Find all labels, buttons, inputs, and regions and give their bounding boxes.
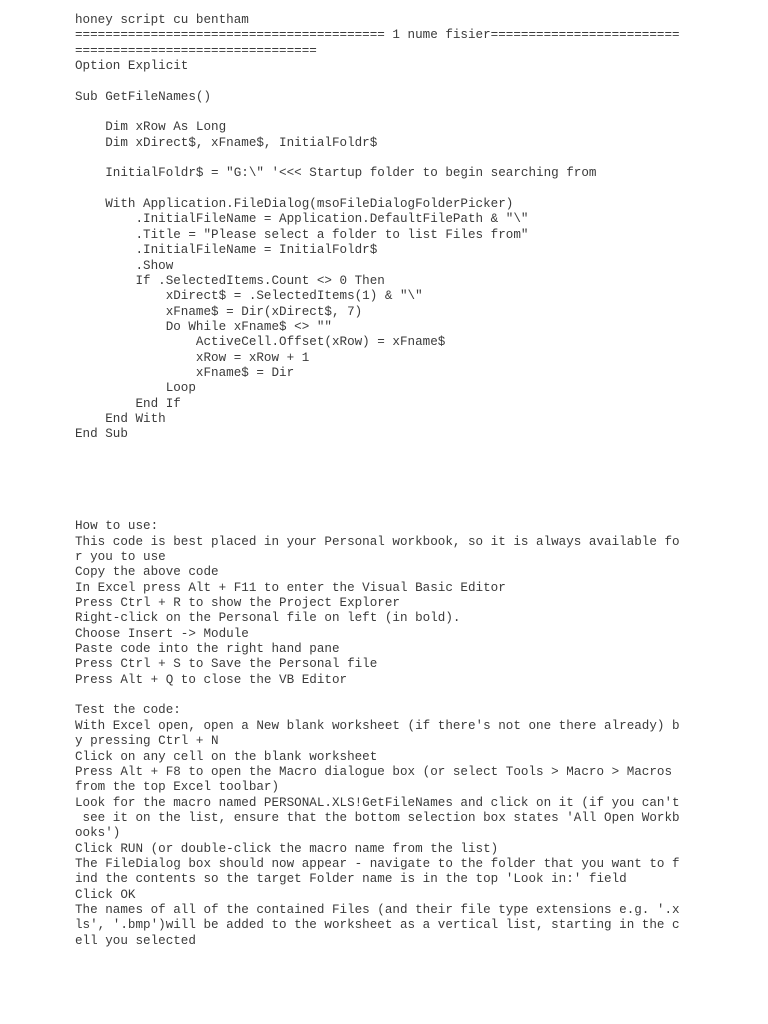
- text-line: xFname$ = Dir: [75, 365, 295, 380]
- text-line: [75, 151, 755, 166]
- text-line: Choose Insert -> Module: [75, 626, 249, 641]
- text-line: [75, 489, 755, 504]
- text-line: End With: [75, 411, 166, 426]
- text-line: ind the contents so the target Folder name is in the top 'Look in:' field: [75, 872, 627, 887]
- text-line: ========================================= 1 nume fisier=========================: [75, 28, 680, 43]
- text-line: Press Alt + F8 to open the Macro dialogue box (or select Tools > Macro > Macros: [75, 764, 673, 779]
- text-line: from the top Excel toolbar): [75, 780, 280, 795]
- text-line: Click on any cell on the blank worksheet: [75, 749, 378, 764]
- text-line: ls', '.bmp')will be added to the worksheet as a vertical list, starting in the c: [75, 918, 680, 933]
- text-line: Click RUN (or double-click the macro name from the list): [75, 841, 499, 856]
- text-line: Dim xRow As Long: [75, 120, 227, 135]
- text-line: Do While xFname$ <> "": [75, 319, 332, 334]
- document-page: [75, 13, 755, 949]
- text-line: With Excel open, open a New blank worksheet (if there's not one there already) b: [75, 718, 680, 733]
- text-line: [75, 443, 755, 458]
- text-line: y pressing Ctrl + N: [75, 734, 219, 749]
- text-line: Dim xDirect$, xFname$, InitialFoldr$: [75, 135, 378, 150]
- text-line: [75, 473, 755, 488]
- text-line: How to use:: [75, 519, 159, 534]
- text-line: [75, 504, 755, 519]
- text-line: End Sub: [75, 427, 128, 442]
- text-line: Right-click on the Personal file on left (in bold).: [75, 611, 461, 626]
- text-line: ell you selected: [75, 933, 196, 948]
- text-line: see it on the list, ensure that the bottom selection box states 'All Open Workb: [75, 810, 680, 825]
- text-line: Option Explicit: [75, 59, 189, 74]
- text-line: r you to use: [75, 550, 166, 565]
- text-line: Press Ctrl + S to Save the Personal file: [75, 657, 378, 672]
- text-line: With Application.FileDialog(msoFileDialogFolderPicker): [75, 197, 514, 212]
- text-line: honey script cu bentham: [75, 13, 249, 27]
- text-line: xRow = xRow + 1: [75, 350, 310, 365]
- text-line: .InitialFileName = Application.DefaultFilePath & "\": [75, 212, 529, 227]
- text-line: Copy the above code: [75, 565, 219, 580]
- text-line: Test the code:: [75, 703, 181, 718]
- text-line: Paste code into the right hand pane: [75, 642, 340, 657]
- text-line: .Title = "Please select a folder to list Files from": [75, 227, 529, 242]
- text-line: xDirect$ = .SelectedItems(1) & "\": [75, 289, 423, 304]
- text-line: ================================: [75, 43, 317, 58]
- text-line: Sub GetFileNames(): [75, 89, 212, 104]
- text-line: [75, 105, 755, 120]
- text-line: ActiveCell.Offset(xRow) = xFname$: [75, 335, 446, 350]
- text-line: End If: [75, 396, 181, 411]
- text-line: [75, 182, 755, 197]
- text-line: Look for the macro named PERSONAL.XLS!GetFileNames and click on it (if you can't: [75, 795, 680, 810]
- text-line: The FileDialog box should now appear - navigate to the folder that you want to f: [75, 856, 680, 871]
- text-line: Loop: [75, 381, 196, 396]
- text-line: .InitialFileName = InitialFoldr$: [75, 243, 378, 258]
- text-line: [75, 74, 755, 89]
- text-line: [75, 688, 755, 703]
- text-line: This code is best placed in your Personal workbook, so it is always available fo: [75, 534, 680, 549]
- text-line: Press Alt + Q to close the VB Editor: [75, 672, 348, 687]
- text-line: If .SelectedItems.Count <> 0 Then: [75, 273, 385, 288]
- text-line: .Show: [75, 258, 174, 273]
- text-line: InitialFoldr$ = "G:\" '<<< Startup folder to begin searching from: [75, 166, 597, 181]
- text-line: ooks'): [75, 826, 121, 841]
- text-line: xFname$ = Dir(xDirect$, 7): [75, 304, 363, 319]
- text-line: [75, 458, 755, 473]
- text-line: Press Ctrl + R to show the Project Explorer: [75, 596, 400, 611]
- text-line: Click OK: [75, 887, 136, 902]
- text-line: The names of all of the contained Files (and their file type extensions e.g. '.x: [75, 902, 680, 917]
- text-line: In Excel press Alt + F11 to enter the Visual Basic Editor: [75, 580, 506, 595]
